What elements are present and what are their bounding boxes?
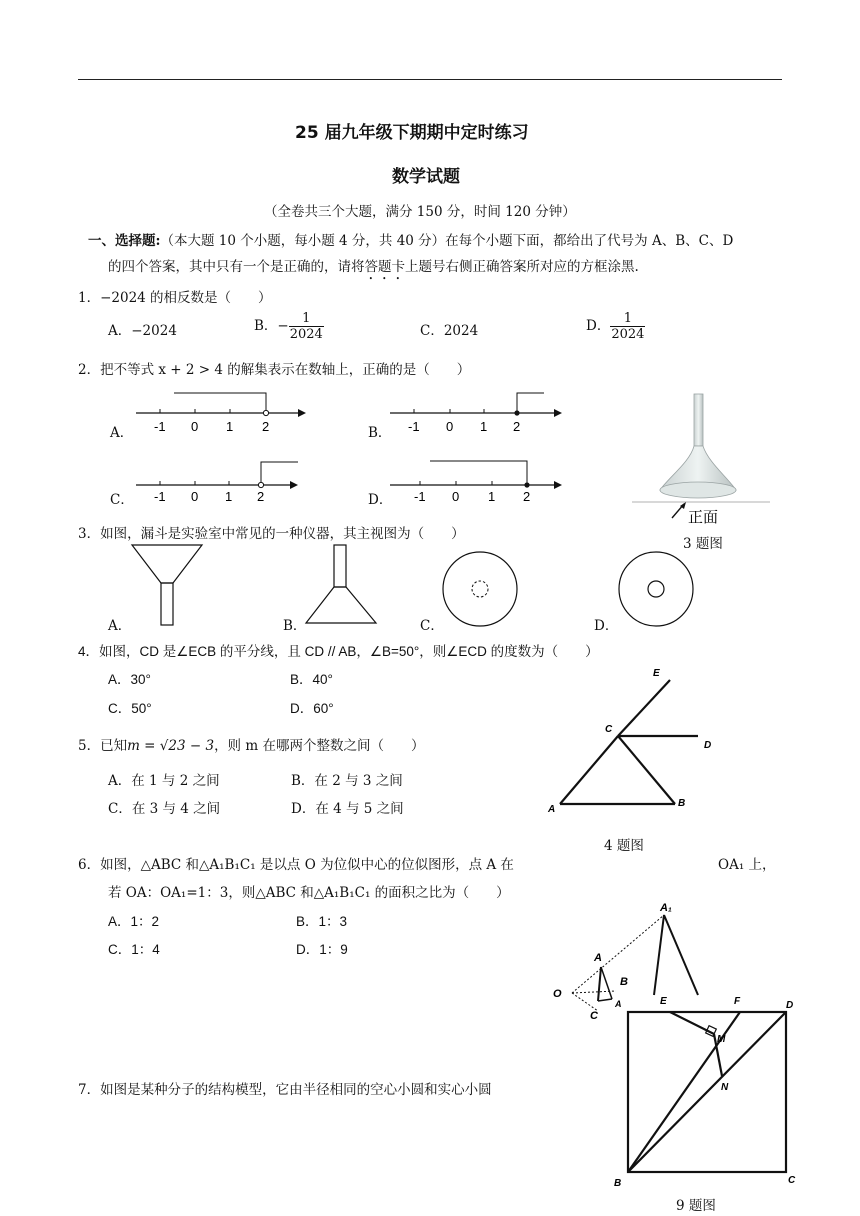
tick-label: 0 xyxy=(452,489,460,504)
q2-option-c: C． xyxy=(110,492,134,508)
tick-label: -1 xyxy=(154,489,166,504)
q1-option-d xyxy=(586,311,645,342)
q3-option-d: D． xyxy=(594,618,619,634)
q1-option-b xyxy=(254,311,324,342)
q6-option-c: C．1：4 xyxy=(108,942,160,957)
q2-stem: 2．把不等式 x + 2 > 4 的解集表示在数轴上，正确的是（ ） xyxy=(78,362,471,378)
q3-option-c-figure xyxy=(440,551,520,631)
q4-option-b: B．40° xyxy=(290,672,333,687)
q1-option-d-fraction xyxy=(610,311,645,342)
tick-label: 2 xyxy=(523,489,531,504)
q6-stem-line2: 若 OA：OA₁=1：3，则△ABC 和△A₁B₁C₁ 的面积之比为（ ） xyxy=(108,885,510,901)
q1-d-denominator: 2024 xyxy=(611,327,645,342)
point-label: C xyxy=(788,1175,796,1186)
q7-stem: 7．如图是某种分子的结构模型，它由半径相同的空心小圆和实心小圆 xyxy=(78,1082,492,1098)
tick-label: -1 xyxy=(414,489,426,504)
fig4-diagram xyxy=(540,664,740,824)
q1-option-a: A．−2024 xyxy=(108,323,177,339)
header-rule xyxy=(78,79,782,80)
tick-label: 1 xyxy=(480,419,488,434)
point-label: A xyxy=(548,804,556,815)
q5-option-c: C．在 3 与 4 之间 xyxy=(108,801,221,817)
front-label: 正面 xyxy=(688,509,719,526)
point-label: M xyxy=(717,1034,726,1045)
point-label: A xyxy=(615,999,622,1009)
point-label: B xyxy=(678,798,686,809)
tick-label: -1 xyxy=(154,419,166,434)
q6-option-d: D．1：9 xyxy=(296,942,348,957)
q6-option-b: B．1：3 xyxy=(296,914,348,929)
point-label: D xyxy=(786,1000,794,1011)
q4-option-c: C．50° xyxy=(108,701,152,716)
point-label: C xyxy=(590,1010,598,1022)
point-label: F xyxy=(734,996,741,1007)
q3-stem: 3．如图，漏斗是实验室中常见的一种仪器，其主视图为（ ） xyxy=(78,526,465,542)
q1-option-c: C．2024 xyxy=(420,323,479,339)
point-label: B xyxy=(620,976,628,988)
q1-option-b-fraction xyxy=(289,311,324,342)
fig4-caption: 4 题图 xyxy=(604,838,644,854)
q3-option-a-figure xyxy=(128,543,208,627)
answer-card-emphasis: 答题卡 xyxy=(364,259,405,275)
fig3-caption: 3 题图 xyxy=(683,536,723,552)
q5-option-a: A．在 1 与 2 之间 xyxy=(108,773,220,789)
point-label: A xyxy=(594,952,602,964)
point-label: E xyxy=(660,996,667,1007)
tick-label: 0 xyxy=(191,419,199,434)
section-intro-line2 xyxy=(108,255,639,283)
q2-numberline-d xyxy=(386,453,566,503)
tick-label: 1 xyxy=(225,489,233,504)
q5-formula: m = √23 − 3 xyxy=(127,738,215,754)
section-heading: 一、选择题: xyxy=(88,233,161,249)
section-intro-text2a: 的四个答案，其中只有一个是正确的，请将 xyxy=(108,259,365,275)
q3-option-a: A． xyxy=(108,618,132,634)
point-label: D xyxy=(704,740,712,751)
tick-label: 2 xyxy=(262,419,270,434)
tick-label: 0 xyxy=(191,489,199,504)
q1-option-d-label: D． xyxy=(586,318,611,334)
q1-stem: 1．−2024 的相反数是（ ） xyxy=(78,290,272,306)
q2-option-d: D． xyxy=(368,492,393,508)
q2-option-b: B． xyxy=(368,425,392,441)
q2-numberline-a xyxy=(130,385,310,435)
funnel-photo xyxy=(630,392,775,532)
fig9-diagram xyxy=(600,990,810,1190)
fig9-caption: 9 题图 xyxy=(676,1198,716,1214)
q1-option-b-label: B．− xyxy=(254,318,289,334)
point-label: N xyxy=(721,1082,729,1093)
point-label: A₁ xyxy=(660,902,672,914)
tick-label: 1 xyxy=(226,419,234,434)
q4-option-d: D．60° xyxy=(290,701,334,716)
tick-label: 0 xyxy=(446,419,454,434)
exam-subtitle: 数学试题 xyxy=(392,167,460,187)
q5-stem-post: ，则 m 在哪两个整数之间（ ） xyxy=(214,738,425,754)
point-label: B xyxy=(614,1178,622,1189)
tick-label: 1 xyxy=(488,489,496,504)
q3-option-d-figure xyxy=(616,551,696,631)
q4-stem: 4．如图，CD 是∠ECB 的平分线，且 CD // AB，∠B=50°，则∠ECD 的度数为（ ） xyxy=(78,644,599,659)
point-label: E xyxy=(653,668,660,679)
q2-numberline-b xyxy=(386,385,566,435)
q3-option-c: C． xyxy=(420,618,444,634)
q4-option-a: A．30° xyxy=(108,672,151,687)
q3-option-b-figure xyxy=(302,543,382,627)
section-intro-text2c: 上题号右侧正确答案所对应的方框涂黑. xyxy=(405,259,639,275)
section-intro-text1: （本大题 10 个小题，每小题 4 分，共 40 分）在每个小题下面，都给出了代号为 A、B、C、D xyxy=(160,233,734,249)
point-label: O xyxy=(553,988,562,1000)
q1-d-numerator: 1 xyxy=(610,311,645,327)
exam-title: 25 届九年级下期期中定时练习 xyxy=(295,123,529,143)
q6-stem-line1: 6．如图，△ABC 和△A₁B₁C₁ 是以点 O 为位似中心的位似图形，点 A 在 xyxy=(78,857,514,873)
q1-b-denominator: 2024 xyxy=(289,327,323,342)
q5-stem-pre: 5．已知 xyxy=(78,738,128,754)
q2-numberline-c xyxy=(130,453,310,503)
q6-option-a: A．1：2 xyxy=(108,914,160,929)
section-intro-line1 xyxy=(88,229,733,249)
point-label: C xyxy=(605,724,613,735)
tick-label: 2 xyxy=(513,419,521,434)
q1-b-numerator: 1 xyxy=(289,311,324,327)
q5-option-b: B．在 2 与 3 之间 xyxy=(291,773,403,789)
tick-label: 2 xyxy=(257,489,265,504)
q5-option-d: D．在 4 与 5 之间 xyxy=(291,801,404,817)
q2-option-a: A． xyxy=(110,425,134,441)
q3-option-b: B． xyxy=(283,618,307,634)
tick-label: -1 xyxy=(408,419,420,434)
exam-note: （全卷共三个大题，满分 150 分，时间 120 分钟） xyxy=(264,204,576,220)
q6-stem-line1-end: OA₁ 上， xyxy=(718,857,776,873)
q5-stem xyxy=(78,734,424,754)
